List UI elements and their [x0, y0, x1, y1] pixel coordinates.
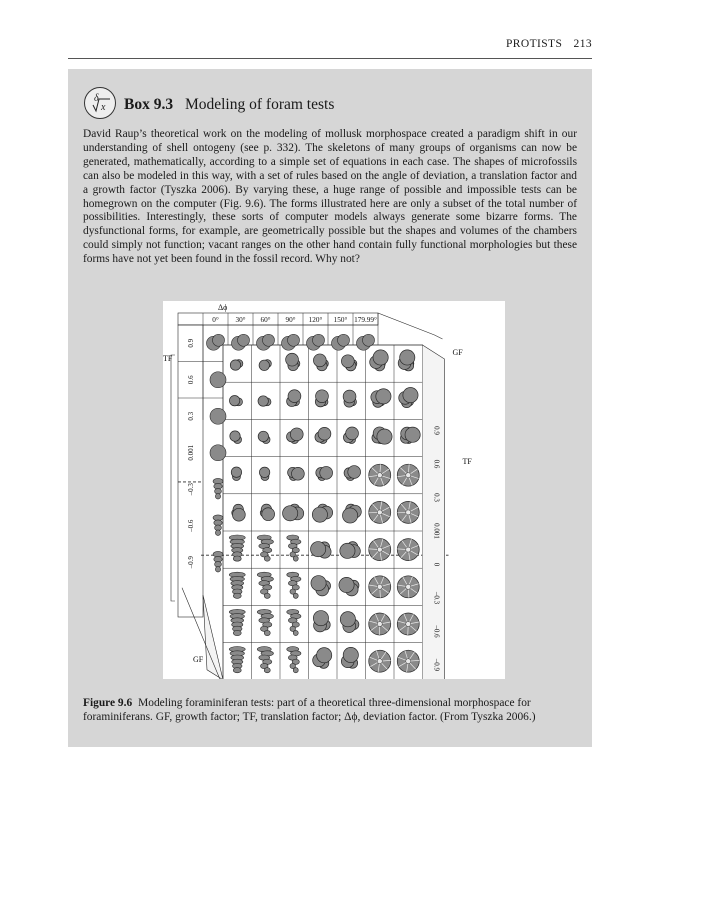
- back-angle-label: 0°: [212, 316, 219, 324]
- foram-specimen: [397, 464, 419, 486]
- foram-chamber: [232, 508, 245, 521]
- foram-chamber: [264, 668, 270, 673]
- foram-chamber: [376, 389, 391, 404]
- back-foram-specimen: [210, 372, 226, 388]
- foram-chamber: [293, 556, 298, 561]
- gf-axis-label-top: GF: [452, 348, 463, 357]
- foram-chamber: [373, 350, 388, 365]
- tf-value-label: 0.3: [187, 411, 195, 421]
- foram-specimen: [311, 542, 332, 559]
- foram-chamber: [313, 354, 326, 367]
- gf-value-label: 0.9: [432, 426, 441, 435]
- foram-chamber: [346, 427, 359, 440]
- foram-aperture: [377, 547, 382, 552]
- foram-chamber: [340, 543, 355, 558]
- tf-axis-label-right: TF: [462, 457, 472, 467]
- foram-chamber: [317, 648, 332, 663]
- math-box-icon: [83, 86, 117, 120]
- gf-value-label: 0: [432, 562, 441, 567]
- foram-chamber: [259, 360, 269, 370]
- foram-chamber: [311, 576, 326, 591]
- foram-chamber: [293, 630, 298, 635]
- foram-aperture: [406, 659, 411, 664]
- foram-chamber: [293, 593, 298, 598]
- foram-chamber: [264, 593, 270, 598]
- foram-chamber: [318, 427, 331, 440]
- foram-chamber: [215, 530, 220, 536]
- foram-aperture: [406, 510, 411, 515]
- back-angle-label: 150°: [333, 316, 348, 324]
- tf-value-label: 0.001: [187, 444, 195, 461]
- back-delta-phi-label: Δϕ: [218, 303, 228, 312]
- foram-chamber: [343, 647, 358, 662]
- foram-chamber: [293, 668, 298, 673]
- tf-axis-label-left: TF: [163, 354, 173, 363]
- foram-chamber: [343, 390, 356, 403]
- foram-chamber: [405, 427, 420, 442]
- foram-chamber: [231, 467, 241, 477]
- caption-label: Figure 9.6: [83, 697, 133, 709]
- svg-text:δ: δ: [94, 93, 99, 104]
- foram-chamber: [264, 556, 270, 561]
- foram-specimen: [369, 501, 391, 523]
- foram-aperture: [406, 473, 411, 478]
- foram-specimen: [369, 576, 391, 598]
- back-foram-specimen: [210, 408, 226, 424]
- gf-value-label: –0.9: [432, 658, 441, 672]
- foram-specimen: [288, 467, 305, 480]
- foram-chamber: [210, 372, 226, 388]
- foram-specimen: [397, 576, 419, 598]
- foram-chamber: [288, 390, 301, 403]
- foram-chamber: [340, 612, 355, 627]
- foram-chamber: [292, 467, 305, 480]
- foram-chamber: [341, 355, 354, 368]
- foram-chamber: [313, 611, 328, 626]
- gf-axis-label-bottom: GF: [193, 654, 204, 664]
- foram-chamber: [233, 593, 241, 598]
- back-angle-label: 90°: [285, 316, 296, 324]
- foram-specimen: [231, 467, 241, 481]
- foram-chamber: [338, 334, 350, 346]
- foram-chamber: [262, 508, 275, 521]
- foram-chamber: [377, 429, 392, 444]
- foram-chamber: [210, 445, 226, 461]
- tf-value-label: –0.6: [187, 519, 195, 532]
- foram-chamber: [400, 350, 415, 365]
- box-label: Box 9.3: [124, 96, 174, 113]
- foram-chamber: [233, 630, 241, 635]
- svg-text:x: x: [101, 102, 106, 113]
- foram-chamber: [230, 360, 240, 370]
- foram-aperture: [377, 584, 382, 589]
- foram-chamber: [258, 396, 268, 406]
- tf-value-label: –0.3: [187, 483, 195, 496]
- foram-specimen: [398, 350, 415, 371]
- foram-chamber: [210, 408, 226, 424]
- foram-aperture: [377, 473, 382, 478]
- back-angle-label: 30°: [235, 316, 246, 324]
- foram-aperture: [406, 547, 411, 552]
- foram-chamber: [230, 431, 240, 441]
- foram-chamber: [343, 508, 358, 523]
- foram-specimen: [369, 613, 391, 635]
- foram-chamber: [311, 542, 326, 557]
- foram-chamber: [229, 395, 239, 405]
- tf-value-label: 0.6: [187, 375, 195, 385]
- foram-chamber: [283, 506, 298, 521]
- foram-specimen: [369, 464, 391, 486]
- foram-chamber: [233, 668, 241, 673]
- foram-chamber: [259, 467, 269, 477]
- foram-specimen: [397, 613, 419, 635]
- section-title: PROTISTS: [506, 38, 563, 50]
- figure-caption: [83, 696, 577, 724]
- foram-specimen: [315, 390, 328, 407]
- tf-value-label: –0.9: [187, 556, 195, 569]
- foram-specimen: [369, 539, 391, 561]
- foram-aperture: [406, 622, 411, 627]
- foram-chamber: [339, 577, 354, 592]
- gf-value-label: 0.6: [432, 459, 441, 469]
- back-angle-label: 120°: [308, 316, 323, 324]
- foram-specimen: [397, 501, 419, 523]
- box-paragraph: David Raup’s theoretical work on the modeling of mollusk morphospace created a paradigm shift in our understanding of shell ontogeny (see p. 332). The skeletons of many groups of organisms can now be generated, mathematically, according to a simple set of equations in each case. The shapes of microfossils can also be modeled in this way, with a set of rules based on the angle of deviation, a translation factor and a growth factor (Tyszka 2006). By varying these, a huge range of possible and impossible tests can be homegrown on the computer (Fig. 9.6). The forms illustrated here are only a subset of the total number of possibilities. Interestingly, these sorts of computer models always generate some bizarre forms. The dysfunctional forms, for example, are geometrically possible but the shapes and volumes of the chambers could simply not function; vacant ranges on the other hand contain fully functional morphologies but these forms have not yet been found in the fossil record. Why not?: [83, 128, 577, 266]
- box-title: [124, 96, 334, 114]
- foram-chamber: [290, 428, 303, 441]
- foram-chamber: [215, 566, 220, 572]
- foram-specimen: [400, 427, 420, 443]
- foram-chamber: [238, 334, 250, 346]
- foram-chamber: [403, 388, 418, 403]
- back-foram-specimen: [210, 445, 226, 461]
- foram-chamber: [215, 493, 220, 499]
- gf-value-label: 0.3: [432, 493, 441, 502]
- foram-chamber: [213, 334, 225, 346]
- foram-chamber: [363, 334, 375, 346]
- foram-aperture: [377, 659, 382, 664]
- foram-chamber: [264, 630, 270, 635]
- page-number: 213: [573, 38, 592, 50]
- foram-specimen: [397, 539, 419, 561]
- foram-chamber: [233, 556, 241, 561]
- caption-text: Modeling foraminiferan tests: part of a theoretical three-dimensional morphospace for foraminiferans. GF, growth factor; TF, translation factor; Δϕ, deviation factor. (From Tyszka 2006.): [83, 697, 536, 723]
- foram-aperture: [406, 584, 411, 589]
- foram-aperture: [377, 622, 382, 627]
- foram-chamber: [263, 334, 275, 346]
- foram-chamber: [286, 353, 299, 366]
- foram-chamber: [348, 466, 361, 479]
- figure-9-6-morphospace: [163, 301, 505, 679]
- gf-value-label: 0.001: [432, 523, 441, 539]
- foram-chamber: [312, 507, 327, 522]
- back-angle-label: 179.99°: [354, 316, 377, 324]
- foram-specimen: [369, 650, 391, 672]
- foram-chamber: [320, 466, 333, 479]
- foram-aperture: [377, 510, 382, 515]
- foram-chamber: [316, 390, 329, 403]
- foram-chamber: [313, 334, 325, 346]
- foram-specimen: [343, 390, 356, 407]
- back-tf-column: [178, 325, 203, 617]
- gf-value-label: –0.3: [432, 591, 441, 605]
- running-header: [68, 38, 592, 59]
- back-angle-label: 60°: [260, 316, 271, 324]
- foram-chamber: [288, 334, 300, 346]
- tf-value-label: 0.9: [187, 338, 195, 348]
- box-9-3: [68, 69, 592, 747]
- gf-value-label: –0.6: [432, 625, 441, 638]
- foram-specimen: [397, 650, 419, 672]
- foram-chamber: [258, 431, 268, 441]
- box-heading: Modeling of foram tests: [184, 96, 335, 113]
